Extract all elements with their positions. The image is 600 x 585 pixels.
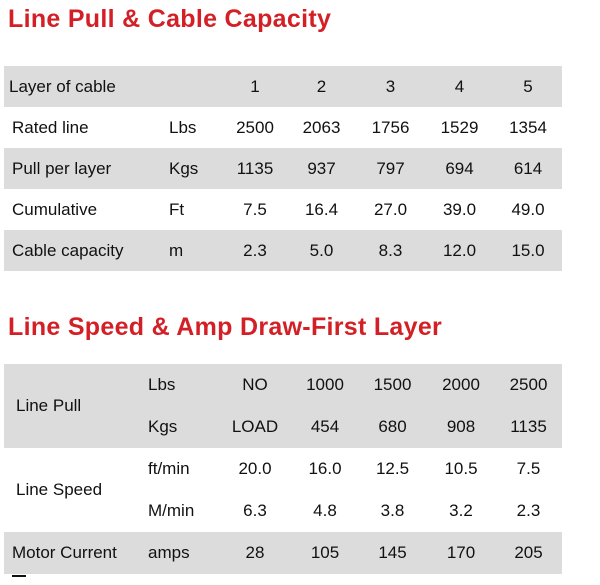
value-cell: 2000 (427, 364, 495, 406)
value-cell: 1354 (509, 117, 547, 137)
row-unit: m (169, 230, 223, 271)
value-cell: 2.3 (516, 501, 541, 520)
table-row (4, 107, 562, 148)
group-label: Line Speed (16, 480, 103, 499)
capacity-header-row (4, 66, 562, 107)
page-divider (12, 575, 26, 577)
value-cell: 170 (427, 532, 495, 574)
value-cell: 27.0 (373, 199, 408, 219)
value-cell: 5.0 (287, 230, 356, 271)
value-cell: 12.5 (375, 459, 410, 478)
value-cell: 3.2 (449, 501, 473, 520)
row-label: Cable capacity (4, 230, 169, 271)
row-label: Cumulative (12, 199, 98, 219)
speed-title: Line Speed & Amp Draw-First Layer (8, 313, 443, 341)
layer-cell: 2 (287, 66, 356, 107)
row-label: Pull per layer (4, 148, 169, 189)
row-unit: Lbs (148, 364, 218, 406)
table-row (4, 364, 562, 406)
value-cell: 454 (292, 406, 358, 448)
table-row (4, 532, 562, 574)
value-cell: 12.0 (425, 230, 494, 271)
value-cell: 205 (495, 532, 562, 574)
value-cell: 105 (292, 532, 358, 574)
value-cell: 797 (356, 148, 425, 189)
group-label: Motor Current (4, 532, 148, 574)
value-cell: 937 (287, 148, 356, 189)
value-cell: 4.8 (313, 501, 337, 520)
value-cell: 694 (425, 148, 494, 189)
value-cell: 2063 (302, 117, 341, 137)
value-cell: 614 (494, 148, 562, 189)
value-cell: 16.0 (308, 459, 342, 478)
value-cell: 7.5 (243, 199, 267, 219)
row-unit: amps (148, 532, 218, 574)
table-row (4, 148, 562, 189)
table-row (4, 189, 562, 230)
value-cell: 39.0 (442, 199, 477, 219)
value-cell: 10.5 (444, 459, 478, 478)
row-unit: ft/min (148, 459, 190, 478)
value-cell: 28 (218, 532, 292, 574)
value-cell: 2500 (236, 117, 274, 137)
layer-cell: 5 (494, 66, 562, 107)
value-cell: 1500 (358, 364, 427, 406)
value-cell: 15.0 (494, 230, 562, 271)
cable-capacity-table (4, 66, 562, 271)
value-cell: 7.5 (516, 459, 541, 478)
value-cell: 908 (427, 406, 495, 448)
layer-cell: 1 (223, 66, 287, 107)
value-cell: 1756 (371, 117, 410, 137)
value-cell: 3.8 (380, 501, 405, 520)
capacity-title: Line Pull & Cable Capacity (8, 5, 332, 33)
value-cell: 8.3 (356, 230, 425, 271)
value-cell: 16.4 (304, 199, 339, 219)
value-cell: 2.3 (223, 230, 287, 271)
table-row (4, 448, 562, 490)
value-cell: 145 (358, 532, 427, 574)
row-unit: M/min (148, 501, 195, 520)
line-speed-table (4, 364, 562, 574)
value-cell: 20.0 (238, 459, 272, 478)
row-label: Rated line (12, 117, 89, 137)
row-unit: Kgs (148, 406, 218, 448)
value-cell: 1000 (292, 364, 358, 406)
row-unit: Lbs (169, 117, 197, 137)
row-unit: Ft (169, 199, 185, 219)
value-cell: 6.3 (243, 501, 267, 520)
value-cell: 49.0 (511, 199, 545, 219)
value-cell: LOAD (218, 406, 292, 448)
table-row (4, 230, 562, 271)
value-cell: 1135 (495, 406, 562, 448)
row-unit: Kgs (169, 148, 223, 189)
header-unit (169, 66, 223, 107)
value-cell: 1529 (440, 117, 479, 137)
layer-cell: 3 (356, 66, 425, 107)
layer-cell: 4 (425, 66, 494, 107)
value-cell: 680 (358, 406, 427, 448)
value-cell: NO (218, 364, 292, 406)
value-cell: 2500 (495, 364, 562, 406)
header-label: Layer of cable (4, 66, 169, 107)
group-label: Line Pull (4, 364, 148, 448)
value-cell: 1135 (223, 148, 287, 189)
